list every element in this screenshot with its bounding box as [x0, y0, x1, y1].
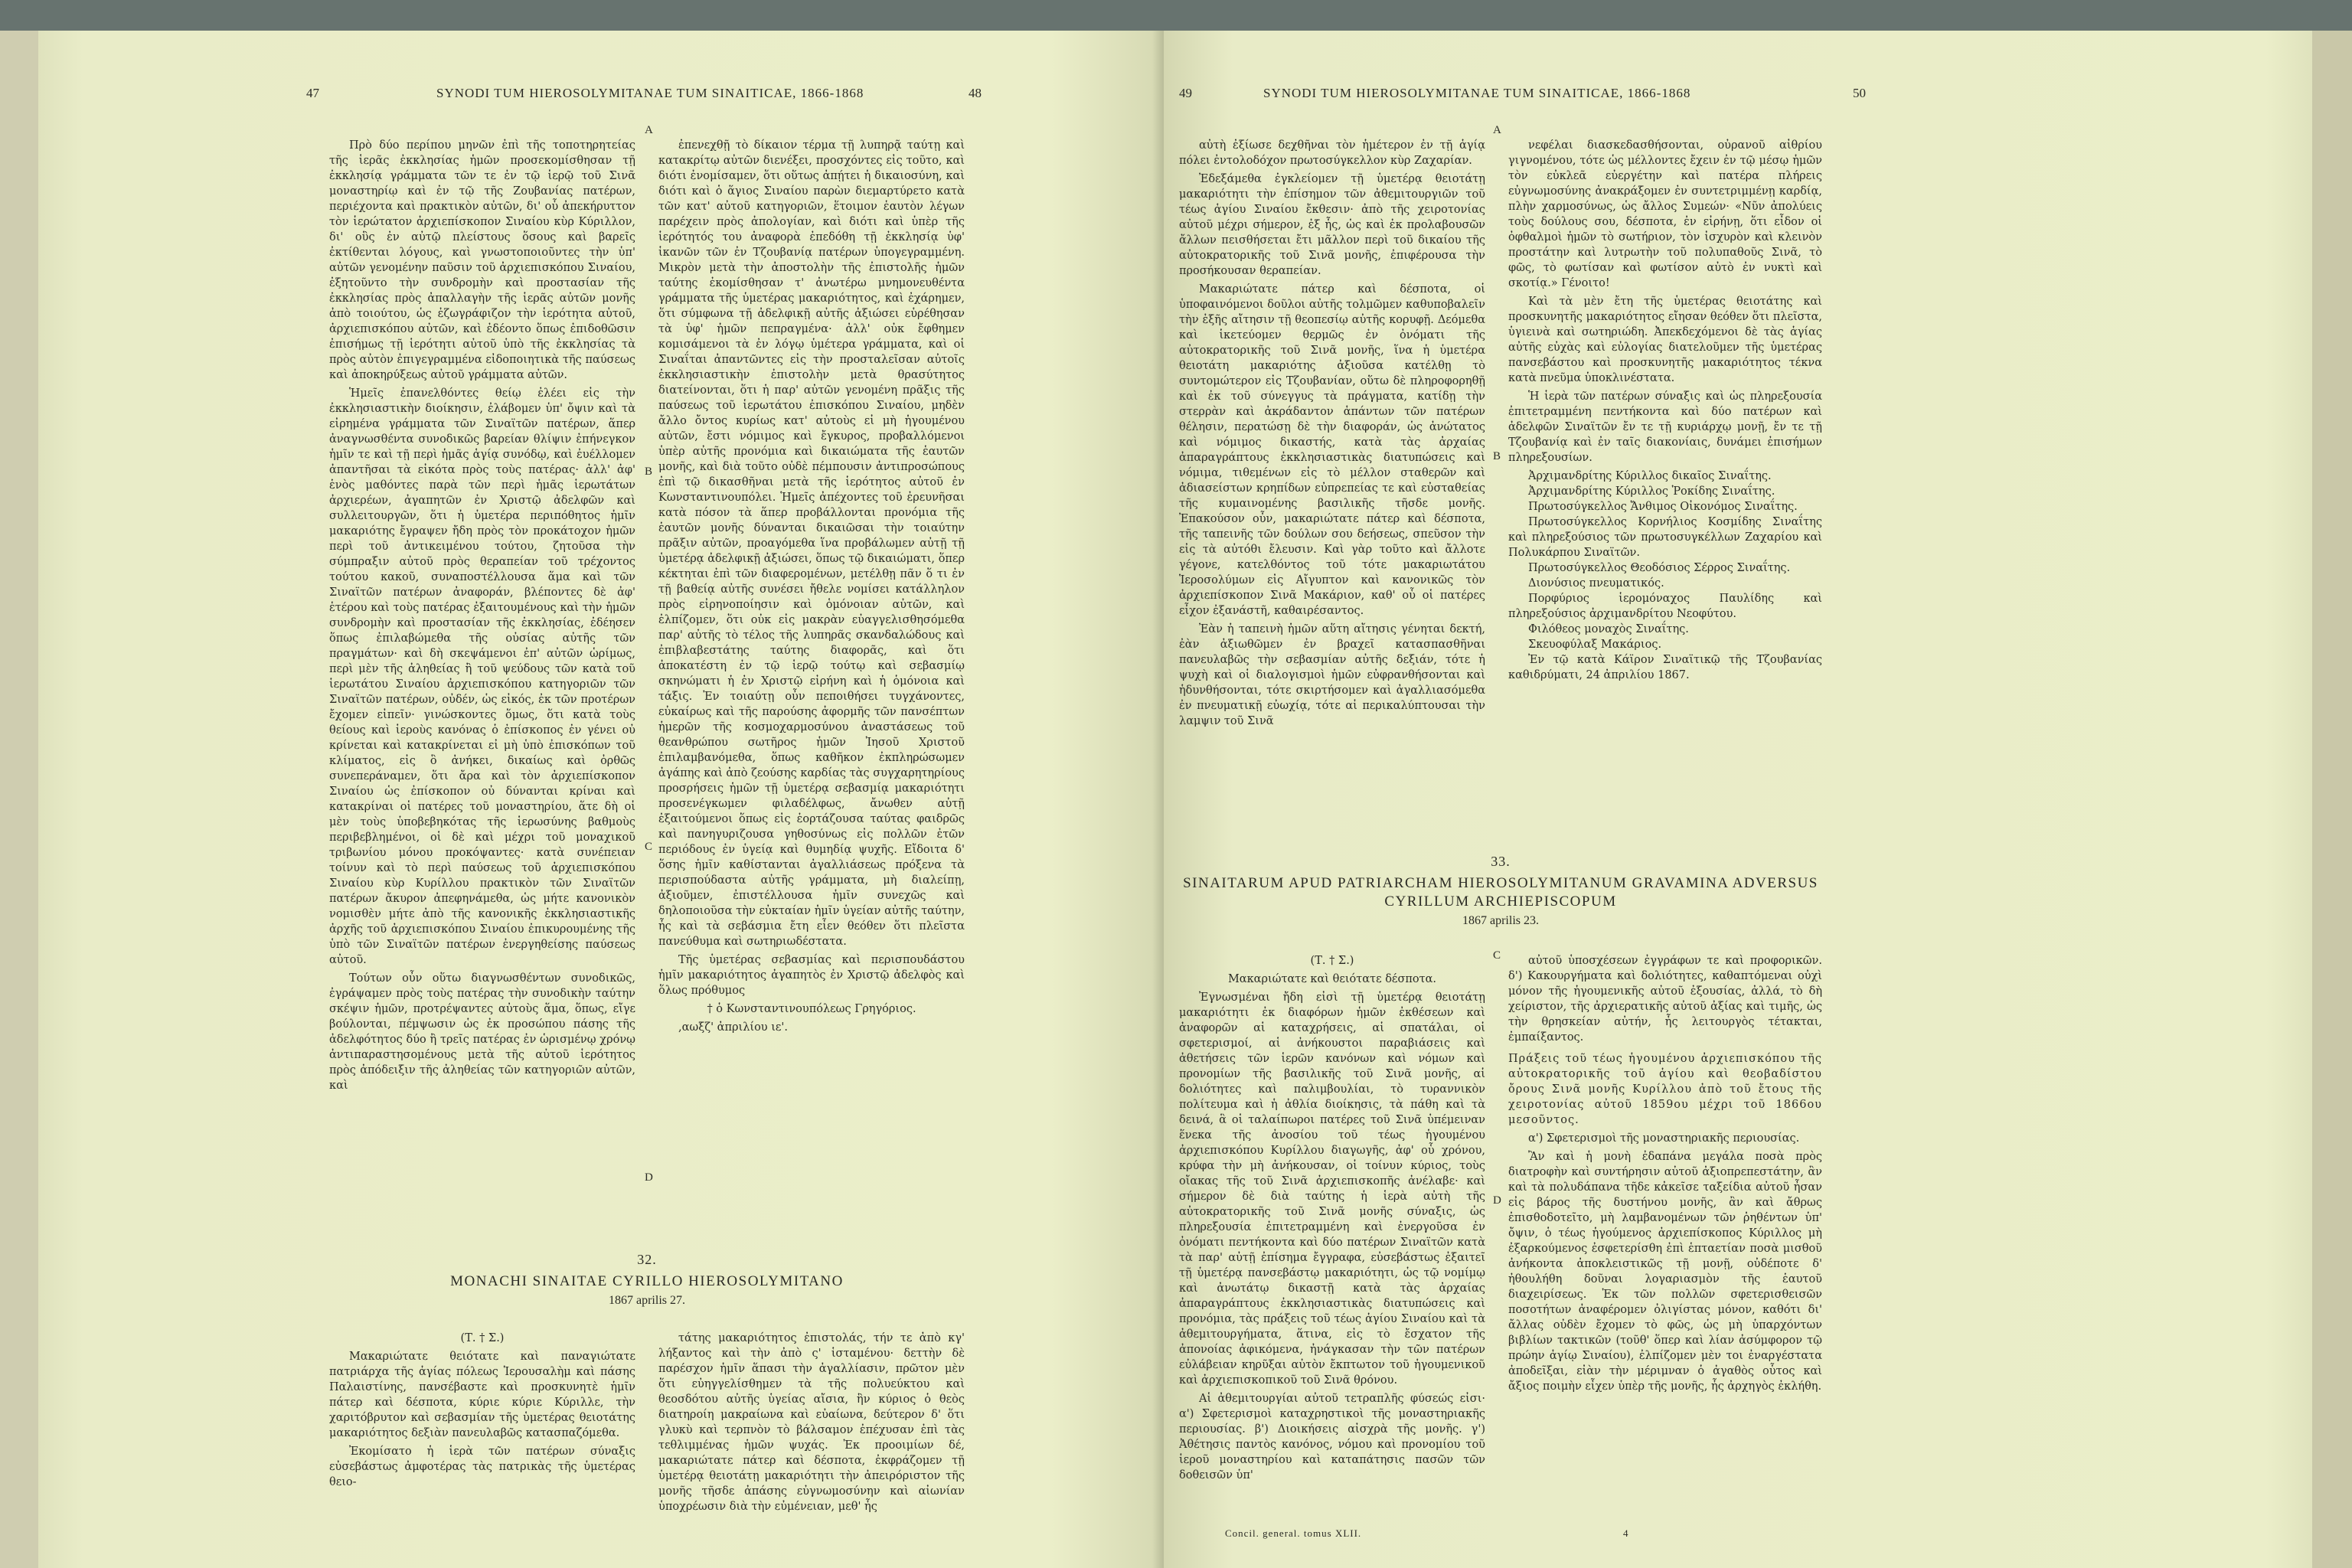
left-page: [38, 31, 1164, 1568]
section-title: MONACHI SINAITAE CYRILLO HIEROSOLYMITANO: [450, 1273, 844, 1289]
paragraph: Μακαριώτατε πάτερ καὶ δέσποτα, οἱ ὑποφαινόμενοι δοῦλοι αὐτῆς τολμῶμεν καθυποβαλεῖν τὴν ἑξῆς αἴτησιν τῇ θεοπεσίῳ αὐτῆς κορυφῇ. Δεόμεθα καὶ ἱκετεύομεν θερμῶς ἐν ὀνόματι τῆς αὐτοκρατορικῆς τοῦ Σινᾶ μονῆς, ἵνα ἡ ὑμετέρα θειοτάτη μακαριότης ἀξιοῦσα κατέλθῃ τὸ συντομώτερον εἰς Τζουβανίαν, οὕτω δὲ πληροφορηθῇ καὶ ἐκ τοῦ σύνεγγυς τὰ πράγματα, κατίδῃ τὴν στερρὰν καὶ ἀκράδαντον ἁπάντων τῶν πατέρων θέλησιν, περατώσῃ δὲ τὴν διαφοράν, ὡς ἀνώτατος καὶ νόμιμος δικαστής, κατὰ τὰς ἀρχαίας ἀπαραγράπτους ἐκκλησιαστικὰς διατυπώσεις καὶ νόμιμα, τιθεμένων εἰς τὸ μέλλον σταθερῶν καὶ ἀδιασείστων κρηπίδων εὐπρεπείας τε καὶ εὐσταθείας τῆς κυμαινομένης βασιλικῆς τῆσδε μονῆς. Ἐπακούσον οὖν, μακαριώτατε πάτερ καὶ δέσποτα, τῆς ταπεινῆς τῶν δούλων σου δεήσεως, σπεῦσον τὴν εἰς τὰ αὐτόθι ἔλευσιν. Καὶ γὰρ τοῦτο καὶ ἄλλοτε γέγονε, κατελθόντος τοῦ τότε μακαριωτάτου Ἱεροσολύμων εἰς Αἴγυπτον καὶ κανονικῶς τὸν ἀρχιεπίσκοπον Σινᾶ Μακάριον, καθ' οὗ οἱ πατέρες εἶχον ἐξανάστῆ, καθαιρέσαντος.: [1179, 283, 1485, 617]
praxeis-title: Πράξεις τοῦ τέως ἡγουμένου ἀρχιεπισκόπου τῆς αὐτοκρατορικῆς τοῦ ἁγίου καὶ θεοβαδίστου ὄρους Σινᾶ μονῆς Κυρίλλου ἀπὸ τοῦ ἔτους τῆς χειροτονίας αὐτοῦ 1859ου μέχρι τοῦ 1866ου μεσοῦντος.: [1508, 1053, 1822, 1126]
salutation: Μακαριώτατε καὶ θειότατε δέσποτα.: [1227, 973, 1437, 985]
paragraph: Πρὸ δύο περίπου μηνῶν ἐπὶ τῆς τοποτηρητείας τῆς ἱερᾶς ἐκκλησίας ἡμῶν προσεκομίσθησαν τῇ ἐκκλησίᾳ γράμματα τῶν τε ἐν τῷ ἱερῷ τοῦ Σινᾶ μοναστηρίῳ καὶ ἐν τῷ τῆς Ζουβανίας πατέρων, περιέχοντα καὶ πρακτικὸν αὐτῶν, δι' οὗ ἀπεκήρυττον τὸν ἱερώτατον ἀρχιεπίσκοπον Σιναίου κὺρ Κύριλλον, δι' οὓς ἐν αὐτῷ πλείστους ὅσους καὶ βαρεῖς ἐκτίθενται λόγους, καὶ γνωστοποιοῦντες τὴν ὑπ' αὐτῶν γενομένην παῦσιν τοῦ ἀρχιεπισκόπου Σιναίου, ἐξητοῦντο τὴν συνδρομὴν καὶ προστασίαν τῆς ἐκκλησίας πρὸς ἀπαλλαγὴν τῆς ἱερᾶς αὐτῶν μονῆς ἀπὸ τοιούτου, ὡς ἐζωγράφιζον τὴν ἱερότητα αὐτοῦ, ἀρχιεπισκόπου αὐτῶν, καὶ ἐδέοντο ὅπως ἐπιδοθῶσιν ἐπισήμως τῇ ἱερότητι αὐτοῦ ὑπὸ τῆς ἐκκλησίας τὰ πρὸς αὐτὸν ἐπιγεγραμμένα εἰδοποιητικὰ τῆς παύσεως καὶ ἀποκηρύξεως αὐτοῦ γράμματα αὐτῶν.: [329, 139, 635, 381]
page-number-48: 48: [969, 86, 982, 100]
place-date: Ἐν τῷ κατὰ Κάϊρον Σιναϊτικῷ τῆς Τζουβανίας καθιδρύματι, 24 ἀπριλίου 1867.: [1508, 654, 1822, 681]
section-32-column-2: [658, 1331, 965, 1560]
paragraph: νεφέλαι διασκεδασθήσονται, οὐρανοῦ αἰθρίου γιγνομένου, τότε ὡς μέλλοντες ἔχειν ἐν τῷ μέσῳ ἡμῶν τὸν εὐκλεᾶ εὐεργέτην καὶ πατέρα πλήρεις εὐγνωμοσύνης ἀνακράξομεν ἐν συντετριμμένῃ καρδίᾳ, πλὴν χαρμοσύνως, ὡς ἄλλος Συμεών· «Νῦν ἀπολύεις τοὺς δούλους σου, δέσποτα, ἐν εἰρήνῃ, ὅτι εἶδον οἱ ὀφθαλμοὶ ἡμῶν τὸ σωτήριον, τὸν ἰσχυρὸν καὶ κλεινὸν προστάτην καὶ λυτρωτὴν τοῦ πολυπαθοῦς Σινᾶ, τὸ φῶς, τὸ φωτίσαν καὶ φωτίσον αὐτὸ ἐν νυκτὶ καὶ σκοτίᾳ.» Γένοιτο!: [1508, 139, 1822, 289]
page-number-49: 49: [1179, 86, 1192, 100]
left-column-1: [329, 138, 635, 1210]
paragraph: τάτης μακαριότητος ἐπιστολάς, τήν τε ἀπὸ κγ' λήξαντος καὶ τὴν ἀπὸ ς' ἱσταμένου· δεττὴν δὲ παρέσχον ἡμῖν ἅπασι τὴν ἀγαλλίασιν, πρῶτον μὲν ὅτι εὐηγγελίσθημεν τὰ τῆς πολυεύκτου καὶ θεοσδότου αὐτῆς ὑγείας αἴσια, ἣν κύριος ὁ θεὸς διατηροίη μακραίωνα καὶ εὐαίωνα, δεύτερον δ' ὅτι γλυκὺ καὶ τερπνὸν τὸ βάλσαμον ἐπέχυσαν ἐπὶ τὰς τεθλιμμένας ἡμῶν ψυχάς. Ἐκ προοιμίων δέ, μακαριώτατε πάτερ καὶ δέσποτα, ἐκφράζομεν τῇ ὑμετέρᾳ θειοτάτῃ μακαριότητι τὴν ἀπειρόριστον τῆς μονῆς τῆσδε ἀπάσης εὐγνωμοσύνην καὶ αἰωνίαν ὑποχρέωσιν διὰ τὴν εὐμένειαν, μεθ' ἧς: [658, 1332, 965, 1513]
section-date: 1867 aprilis 27.: [609, 1294, 685, 1307]
paragraph: Ἡμεῖς ἐπανελθόντες θείῳ ἐλέει εἰς τὴν ἐκκλησιαστικὴν διοίκησιν, ἐλάβομεν ὑπ' ὄψιν καὶ τὰ εἰρημένα γράμματα τῶν Σιναϊτῶν πατέρων, ἅπερ ἀναγνωσθέντα συνοδικῶς βαρείαν θλίψιν ἐπήνεγκον ἡμῖν τε καὶ τῇ περὶ ἡμᾶς ἁγίᾳ συνόδῳ, καὶ ἐυέλλομεν ἀπαντῆσαι τὰ εἰκότα πρὸς τοὺς πατέρας· ἀλλ' ἀφ' ἑνὸς μαθόντες παρὰ τῶν περὶ ἡμᾶς ἱερωτάτων ἀρχιερέων, ἀγαπητῶν ἐν Χριστῷ ἀδελφῶν καὶ συλλειτουργῶν, ὅτι ἡ ὑμετέρα περιπόθητος ἡμῖν μακαριότης ἔγραψεν ἤδη πρὸς τὸν προκάτοχον ἡμῶν περὶ τοῦ ἀντικειμένου τούτου, ζητοῦσα τὴν σύμπραξιν αὐτοῦ πρὸς θεραπείαν τοῦ τρέχοντος τούτου κακοῦ, συναποστέλλουσα ἅμα καὶ τῶν Σιναϊτῶν πατέρων ἀναφοράν, βλέποντες δὲ ἀφ' ἑτέρου καὶ τοὺς πατέρας ἐξαιτουμένους καὶ τὴν ἡμῶν συνδρομὴν καὶ προστασίαν τῆς ἐκκλησίας, ἐδέησεν ὅπως ἐπιλαβώμεθα τῆς οὐσίας αὐτῆς τῶν πραγμάτων· καὶ δὴ σκεψάμενοι ἐπ' αὐτῶν ὡρίμως, περὶ μὲν τῆς ἀληθείας ἢ τοῦ ψεύδους τῶν κατὰ τοῦ ἱερωτάτου Σιναίου ἀρχιεπισκόπου κατηγοριῶν τῶν Σιναϊτῶν πατέρων, οὐδέν, ὡς εἰκός, ἐκ τῶν προτέρων ἔχομεν εἰπεῖν· γινώσκοντες ὅμως, ὅτι κατὰ τοὺς θείους καὶ ἱεροὺς κανόνας ὁ ἐπίσκοπος ἐν γένει οὐ κρίνεται καὶ κατακρίνεται εἰ μὴ ὑπὸ ἐπισκόπων τοῦ κλίματος, εἰς ὃ ἀνήκει, δικαίως καὶ ὀρθῶς συνεπεράναμεν, ὅτι ἄρα καὶ τὸν ἀρχιεπίσκοπον Σιναίου ὡς ἐπίσκοπον οὐ δύνανται κρίναι καὶ κατακρίναι οἱ πατέρες τοῦ μοναστηρίου, ἅτε δὴ οἱ μὲν τοὺς ὑποβεβηκότας τῆς ἱερωσύνης βαθμοὺς περιβεβλημένοι, οἱ δὲ καὶ μέχρι τοῦ μοναχικοῦ τριβωνίου μόνου προκόψαντες· κατὰ συνέπειαν τοίνυν καὶ τὸ περὶ παύσεως τοῦ ἀρχιεπισκόπου Σιναίου κὺρ Κυρίλλου πρακτικὸν τῶν Σιναϊτῶν πατέρων ἄκυρον ἀπεφηνάμεθα, ὡς μήτε κανονικὸν νομισθὲν μήτε ἀπὸ τῆς κανονικῆς ἐκκλησιαστικῆς ἀρχῆς τοῦ ἀρχιεπισκόπου Σιναίου ἐπικυρουμένης τῆς ὑπὸ τῶν Σιναϊτῶν πατέρων ἐνεργηθείσης παύσεως αὐτοῦ.: [329, 387, 635, 966]
left-column-2: [658, 138, 965, 1141]
page-number-47: 47: [306, 86, 319, 100]
margin-letter-c: C: [1493, 949, 1501, 962]
paragraph: Ἡ ἱερὰ τῶν πατέρων σύναξις καὶ ὡς πληρεξουσία ἐπιτετραμμένη πεντήκοντα καὶ δύο πατέρων καὶ ἀδελφῶν Σιναϊτῶν ἔν τε τῇ κυριάρχῳ μονῇ, ἔν τε τῇ Τζουβανίᾳ καὶ ἐν ταῖς διακονίαις, δυνάμει ἐπισήμων πληρεξουσίων.: [1508, 390, 1822, 464]
margin-letter-d: D: [1493, 1194, 1501, 1207]
signatory: Πρωτοσύγκελλος Ἄνθιμος Οἰκονόμος Σιναΐτης.: [1528, 501, 1798, 513]
footer-volume: Concil. general. tomus XLII.: [1225, 1527, 1362, 1539]
section-title-line-1: SINAITARUM APUD PATRIARCHAM HIEROSOLYMITANUM GRAVAMINA ADVERSUS: [1183, 875, 1818, 891]
paragraph: Τούτων οὖν οὕτω διαγνωσθέντων συνοδικῶς, ἐγράψαμεν πρὸς τοὺς πατέρας τὴν συνοδικὴν ταύτην σκέψιν ἡμῶν, προτρέψαντες αὐτοὺς ἅμα, ὅπως, εἴγε βούλονται, πέμψωσιν ὡς ἐκ προσώπου πάσης τῆς ἀδελφότητος δύο ἢ τρεῖς πατέρας ἐν ὡρισμένῳ χρόνῳ ἀντιπαραστησομένους μετὰ τῆς αὐτοῦ ἱερότητος πρὸς ἀπόδειξιν τῆς ἀληθείας τῶν κατηγοριῶν αὐτῶν, καὶ: [329, 972, 635, 1092]
paragraph: Τῆς ὑμετέρας σεβασμίας καὶ περισπουδάστου ἡμῖν μακαριότητος ἀγαπητὸς ἐν Χριστῷ ἀδελφὸς καὶ ὅλως πρόθυμος: [658, 954, 965, 997]
date-line: ,αωξζ' ἀπριλίου ιε'.: [678, 1021, 789, 1034]
section-title-line-2: CYRILLUM ARCHIEPISCOPUM: [1384, 893, 1617, 910]
section-number: 33.: [1491, 854, 1511, 869]
signatory: Σκευοφύλαξ Μακάριος.: [1528, 639, 1662, 651]
paragraph: Ἐγνωσμέναι ἤδη εἰσὶ τῇ ὑμετέρᾳ θειοτάτῃ μακαριότητι ἐκ διαφόρων ἡμῶν ἐκθέσεων καὶ ἀναφορῶν αἱ καταχρήσεις, αἱ σπατάλαι, οἱ σφετερισμοί, αἱ ἀνήκουστοι παραβιάσεις καὶ ἀθετήσεις τῶν ἱερῶν κανόνων καὶ νόμων καὶ προνομίων τῆς βασιλικῆς τοῦ Σινᾶ μονῆς, αἱ δολιότητες καὶ παλιμβουλίαι, τὸ τυραννικὸν πολίτευμα καὶ ἡ ἀθλία διοίκησις, τὰ πάθη καὶ τὰ δεινά, ἃ οἱ ταλαίπωροι πατέρες τοῦ Σινᾶ ὑπέμειναν ἕνεκα τῆς ἀνοσίου τοῦ τέως ἡγουμένου ἀρχιεπισκόπου Κυρίλλου διαγωγῆς, ἀφ' οὗ χρόνου, κρύφα τὴν μὴ ἀνήκουσαν, οἱ τοίνυν κύριος, τοὺς οἴακας τῆς τοῦ Σινᾶ ἀρχιεπισκοπῆς ἀνέλαβε· καὶ σήμερον δὲ διὰ ταύτης ἡ ἱερὰ αὐτὴ τῆς αὐτοκρατορικῆς τοῦ Σινᾶ μονῆς σύναξις, ὡς πληρεξουσία ἐπιτετραμμένη καὶ ἐνεργοῦσα ἐν ὀνόματι πεντήκοντα καὶ δύο πατέρων Σιναϊτῶν κατὰ τὰ παρ' αὐτῇ ἐπίσημα ἔγγραφα, εὐσεβάστως ἐξαιτεῖ τῇ ὑμετέρᾳ πανσεβάστῳ μακαριότητι, ὡς τῷ νομίμῳ καὶ ἀνωτάτῳ δικαστῇ κατὰ τὰς ἀρχαίας ἀπαραγράπτους ἐκκλησιαστικὰς διατυπώσεις καὶ προνόμια, τὰς πράξεις τοῦ τέως ἁγίου Σιναίου καὶ τὰ ἀθεμιτουργήματα, ἅτινα, εἰς τὸ ἔσχατον τῆς ἀπονοίας ἀφικόμενα, ἠνάγκασαν τὴν τῶν πατέρων εὐλάβειαν κηρῦξαι αὐτὸν ἔκπτωτον τοῦ ἡγουμενικοῦ καὶ ἀρχιεπισκοπικοῦ τοῦ Σινᾶ θρόνου.: [1179, 991, 1485, 1387]
section-33-heading: [1179, 854, 1822, 928]
running-header-left: SYNODI TUM HIEROSOLYMITANAE TUM SINAITICAE, 1866-1868: [436, 86, 864, 100]
right-column-2: [1508, 138, 1822, 835]
margin-letter-b: B: [645, 466, 653, 478]
paragraph: Αἱ ἀθεμιτουργίαι αὐτοῦ τετραπλῆς φύσεώς εἰσι· α') Σφετερισμοὶ καταχρηστικοὶ τῆς μοναστηριακῆς περιουσίας. β') Διοικήσεις αἰσχρὰ τῆς μονῆς. γ') Ἀθέτησις παντὸς κανόνος, νόμου καὶ προνομίου τοῦ ἱεροῦ μοναστηρίου καὶ καταπάτησις πασῶν τῶν δοθεισῶν ὑπ': [1179, 1393, 1485, 1481]
footer-signature-number: 4: [1623, 1527, 1629, 1539]
section-number: 32.: [637, 1252, 657, 1267]
subheading: α') Σφετερισμοὶ τῆς μοναστηριακῆς περιουσίας.: [1528, 1132, 1800, 1145]
margin-letter-a: A: [645, 124, 653, 136]
signatory: Ἀρχιμανδρίτης Κύριλλος Ῥοκίδης Σιναΐτης.: [1528, 485, 1775, 498]
section-32-heading: [329, 1252, 965, 1308]
paragraph: αὐτοῦ ὑποσχέσεων ἐγγράφων τε καὶ προφορικῶν. δ') Κακουργήματα καὶ δολιότητες, καθαπτόμεναι οὐχὶ μόνον τῆς ἡγουμενικῆς αὐτοῦ ἐξουσίας, ἀλλά, τὸ δὴ χείριστον, τῆς ἀρχιερατικῆς αὐτοῦ ἀξίας καὶ τιμῆς, ὡς τὴν θρησκείαν αὐτήν, ἧς λειτουργὸς τέτακται, ἐμπαίξαντος.: [1508, 955, 1822, 1044]
right-page: [1164, 31, 2312, 1568]
section-32-column-1: [329, 1331, 635, 1560]
margin-letter-b: B: [1493, 450, 1501, 462]
signatory: Πρωτοσύγκελλος Κορνήλιος Κοσμίδης Σιναΐτης καὶ πληρεξούσιος τῶν πρωτοσυγκέλλων Ζαχαρίου καὶ Πολυκάρπου Σιναϊτῶν.: [1508, 516, 1822, 559]
signatory: Ἀρχιμανδρίτης Κύριλλος δικαῖος Σιναΐτης.: [1528, 470, 1772, 482]
signatory: Πρωτοσύγκελλος Θεοδόσιος Σέρρος Σιναΐτης.: [1528, 562, 1791, 574]
signature: † ὁ Κωνσταντινουπόλεως Γρηγόριος.: [707, 1003, 916, 1015]
margin-letter-d: D: [645, 1171, 653, 1184]
signatory: Φιλόθεος μοναχὸς Σιναΐτης.: [1528, 623, 1689, 635]
paragraph: Ἐὰν ἡ ταπεινὴ ἡμῶν αὕτη αἴτησις γένηται δεκτή, ἐὰν ἀξιωθῶμεν ἐν βραχεῖ κατασπασθῆναι πανευλαβῶς τὴν σεβασμίαν αὐτῆς δεξιάν, τότε ἡ ψυχὴ καὶ οἱ διαλογισμοὶ ἡμῶν εὐφρανθήσονται καὶ ἡδυνθήσονται, τότε σκιρτήσομεν καὶ ἀγαλλιασόμεθα ἐν πνευματικῇ εὐωχίᾳ, τότε αἱ περικαλύπτουσαι τὴν λαμψιν τοῦ Σινᾶ: [1179, 623, 1485, 727]
paragraph: αὐτὴ ἐξίωσε δεχθῆναι τὸν ἡμέτερον ἐν τῇ ἁγίᾳ πόλει ἐντολοδόχον πρωτοσύγκελλον κὺρ Ζαχαρίαν.: [1179, 139, 1485, 167]
paragraph: Ἐδεξάμεθα ἐγκλείομεν τῇ ὑμετέρᾳ θειοτάτῃ μακαριότητι τὴν ἐπίσημον τῶν ἀθεμιτουργιῶν τοῦ τέως ἁγίου Σιναίου ἔκθεσιν· ἀπὸ τῆς χειροτονίας αὐτοῦ μέχρι σήμερον, ἐξ ἧς, ὡς καὶ ἐκ προλαβουσῶν ἄλλων πεισθήσεται ἔτι μᾶλλον περὶ τοῦ δικαίου τῆς αὐτοκρατορικῆς τοῦ Σινᾶ μονῆς, ἐπιφέρουσα τὴν προσήκουσαν θεραπείαν.: [1179, 173, 1485, 277]
paragraph: Ἂν καὶ ἡ μονὴ ἐδαπάνα μεγάλα ποσὰ πρὸς διατροφὴν καὶ συντήρησιν αὐτοῦ ἀξιοπρεπεστάτην, ἂν καὶ τὰ πολυδάπανα τῆδε κἀκεῖσε ταξείδια αὐτοῦ ἦσαν εἰς βάρος τῆς δυστήνου μονῆς, ἂν καὶ ἄθρως ἐπισθοδοτεῖτο, μὴ λαμβανομένων τῶν ῥηθέντων ὑπ' ὄψιν, ὁ τέως ἡγούμενος ἀρχιεπίσκοπος Κύριλλος μὴ ἐξαρκούμενος ἐσφετερίσθη ἐπὶ ἑπταετίαν ποσὰ μισθοῦ ἀνήκοντα ἀποκλειστικῶς τῇ μονῇ, οὐδέποτε δ' ἠθουλήθη δοῦναι λογαριασμὸν τῆς ἑαυτοῦ διαχειρίσεως. Ἐκ τῶν πολλῶν σφετερισθεισῶν ποσοτήτων ἀναφέρομεν ὀλιγίστας μόνον, καθότι δι' ἄλλας οὐδὲν ἔχομεν τὸ φῶς, ὡς μὴ ὑπαρχόντων βιβλίων τακτικῶν (τοῦθ' ὅπερ καὶ λίαν ἀσύμφορον τῷ πρώην ἁγίῳ Σιναίου), ἐλπίζομεν μὲν τοι ἐναργέστατα ἀποδεῖξαι, εἰὰν τὴν μέριμναν ὁ ἀγαθὸς οὗτος καὶ ἄξιος ποιμὴν εἶχεν ὑπὲρ τῆς μονῆς, ἧς ἀρχηγὸς ἐκλήθη.: [1508, 1151, 1822, 1393]
signatory: Διονύσιος πνευματικός.: [1528, 577, 1664, 590]
running-header-right: SYNODI TUM HIEROSOLYMITANAE TUM SINAITICAE, 1866-1868: [1263, 86, 1691, 100]
seal-mark: (Τ. † Σ.): [1310, 955, 1354, 967]
book-edge-right: [2312, 31, 2352, 1568]
paragraph: Μακαριώτατε θειότατε καὶ παναγιώτατε πατριάρχα τῆς ἁγίας πόλεως Ἱερουσαλὴμ καὶ πάσης Παλαιστίνης, πανσέβαστε καὶ προσκυνητὲ ἡμῖν πάτερ καὶ δέσποτα, κύριε κύριε Κύριλλε, τὴν χαριτόβρυτον καὶ σεβασμίαν τῆς ὑμετέρας θειοτάτης μακαριότητος δεξιὰν πανευλαβῶς κατασπαζόμεθα.: [329, 1351, 635, 1439]
margin-letter-c: C: [645, 841, 653, 853]
section-date: 1867 aprilis 23.: [1462, 914, 1539, 927]
paragraph: Καὶ τὰ μὲν ἔτη τῆς ὑμετέρας θειοτάτης καὶ προσκυνητῆς μακαριότητος εἴησαν θεόθεν ὅτι πλεῖστα, ὑγιεινὰ καὶ σωτηριώδη. Ἀπεκδεχόμενοι δὲ τὰς ἁγίας αὐτῆς εὐχὰς καὶ εὐλογίας διατελοῦμεν τῆς ὑμετέρας πανσεβάστου καὶ προσκυνητῆς μακαριότητος τέκνα κατὰ πνεῦμα ὑποκλινέστατα.: [1508, 296, 1822, 384]
signatories-list: [1508, 469, 1822, 683]
right-column-1: [1179, 138, 1485, 835]
section-33-column-2: [1508, 953, 1822, 1520]
paragraph: ἐπενεχθῇ τὸ δίκαιον τέρμα τῇ λυπηρᾷ ταύτῃ καὶ κατακρίτῳ αὐτῶν διενέξει, προσχόντες εἰς τοῦτο, καὶ διότι ἐνομίσαμεν, ὅτι οὕτως ἀπῄτει ἡ δικαιοσύνη, καὶ διότι καὶ ὁ ἅγιος Σιναίου παρὼν διεμαρτύρετο κατὰ τῶν κατ' αὐτοῦ κατηγοριῶν, ἕτοιμον ἑαυτὸν λέγων παρέχειν πρὸς ἀπολογίαν, καὶ διότι καὶ ὑπὲρ τῆς ἱερότητός του ἀναφορὰ ἐπεδόθη τῇ ἐκκλησίᾳ ὑφ' ἱκανῶν τῶν ἐν Τζουβανίᾳ πατέρων ὑπογεγραμμένη. Μικρὸν μετὰ τὴν ἀποστολὴν τῆς ἐπιστολῆς ἡμῶν ταύτης ἐκομίσθησαν τ' ἀνωτέρω μνημονευθέντα γράμματα τῆς ὑμετέρας μακαριότητος, καὶ ἐχάρημεν, ὅτι σύμφωνα τῇ ἀδελφικῇ αὐτῆς ἀξιώσει εὑρέθησαν τὰ ὑφ' ἡμῶν πεπραγμένα· ἀλλ' οὐκ ἔφθημεν κομισάμενοι τὰ ἐν λόγῳ ὑμέτερα γράμματα, καὶ οἱ Σιναΐται ἀπαντῶντες εἰς τὴν προσταλεῖσαν αὐτοῖς ἐκκλησιαστικὴν ἐπιστολὴν μετὰ θρασύτητος διατείνονται, ὅτι ἡ παρ' αὐτῶν γενομένη πρᾶξις τῆς παύσεως τοῦ ἱερωτάτου ἐπισκόπου Σιναίου, μηδὲν ἄλλο ὄντος κυρίως κατ' αὐτοὺς εἰ μὴ ἡγουμένου αὐτῶν, ἔστι νόμιμος καὶ ἔγκυρος, προβαλλόμενοι ὑπὲρ αὐτῆς προνόμια καὶ δικαιώματα τῆς ἑαυτῶν μονῆς, καὶ διὰ τοῦτο οὐδὲ πέμπουσιν ἀντιπροσώπους ἐπὶ τῷ δικασθῆναι μετὰ τῆς ἱερότητος αὐτοῦ ἐν Κωνσταντινουπόλει. Ἡμεῖς ἀπέχοντες τοῦ ἐρευνῆσαι κατὰ πόσον τὰ ἅπερ προβάλλονται προνόμια τῆς ἑαυτῶν μονῆς δύνανται δικαιῶσαι τὴν τοιαύτην πρᾶξιν αὐτῶν, προαγόμεθα ἵνα προβάλωμεν αὐτῇ τῇ ὑμετέρᾳ ἀδελφικῇ ἀξιώσει, ὅπως τῷ δικαιώματι, ὅπερ κέκτηται ἐπὶ τῶν διαφερομένων, μετέλθῃ πᾶν ὅ τι ἐν τῇ βαθείᾳ αὐτῆς συνέσει ἤθελε νομίσει κατάλληλον πρὸς εἰρηνοποίησιν καὶ ὁμόνοιαν αὐτῶν, καὶ ἐλπίζομεν, ὅτι οὐκ εἰς μακρὰν εὐαγγελισθησόμεθα παρ' αὐτῆς τὸ τέλος τῆς λυπηρᾶς σκανδαλώδους καὶ ἐπιβλαβεστάτης ταύτης διαφορᾶς, καὶ ὅτι ἀποκατέστη ἐν τῷ ἱερῷ τούτῳ καὶ σεβασμίῳ σκηνώματι ἡ ἐν Χριστῷ εἰρήνη καὶ ἡ ὁμόνοια καὶ τάξις. Ἐν τοιαύτῃ οὖν πεποιθήσει τυγχάνοντες, εὐκαίρως καὶ τῆς παρούσης ἀφορμῆς τῶν πανσέπτων ἡμερῶν τῆς κοσμοχαρμοσύνου ἀναστάσεως τοῦ θεανθρώπου σωτῆρος ἡμῶν Ἰησοῦ Χριστοῦ ἐπιλαμβανόμεθα, ὅπως καθῆκον ἐκπληρώσωμεν ἀγάπης καὶ ἀπὸ ζεούσης καρδίας τὰς συγχαρητηρίους προσρήσεις ἡμῶν τῇ ὑμετέρᾳ σεβασμίᾳ μακαριότητι προσενέγκωμεν φιλαδέλφως, ἄνωθεν αὐτῇ ἐξαιτούμενοι ὅπως εἰς ἑορτάζουσα ταύτας φαιδρῶς καὶ πανηγυριζουσα γηθοσύνως εἰς πολλῶν ἐτῶν περιόδους ἐν ὑγείᾳ καὶ θυμηδίᾳ ψυχῆς. Εἴδοιτα δ' ὅσης ἡμῖν καθίστανται ἀγαλλιάσεως πρόξενα τὰ περισπούδαστα αὐτῆς γράμματα, μὴ διαλείπῃ, ἀξιοῦμεν, ἐπιστέλλουσα ἡμῖν συνεχῶς καὶ δηλοποιοῦσα τὴν εὐκταίαν ἡμῖν ὑγείαν αὐτῆς ταύτην, ἧς καὶ τὰ σεβάσμια ἔτη εἶεν θεόθεν ὅτι πλεῖστα πανεύθυμα καὶ σωτηριωδέστατα.: [658, 139, 965, 948]
margin-letter-a: A: [1493, 124, 1501, 136]
paragraph: Ἐκομίσατο ἡ ἱερὰ τῶν πατέρων σύναξις εὐσεβάστως ἀμφοτέρας τὰς πατρικὰς τῆς ὑμετέρας θειο-: [329, 1446, 635, 1488]
seal-mark: (Τ. † Σ.): [460, 1332, 505, 1344]
page-number-50: 50: [1853, 86, 1866, 100]
signatory: Πορφύριος ἱερομόναχος Παυλίδης καὶ πληρεξούσιος ἀρχιμανδρίτου Νεοφύτου.: [1508, 593, 1822, 620]
section-33-column-1: [1179, 953, 1485, 1520]
book-edge-left: [0, 31, 38, 1568]
